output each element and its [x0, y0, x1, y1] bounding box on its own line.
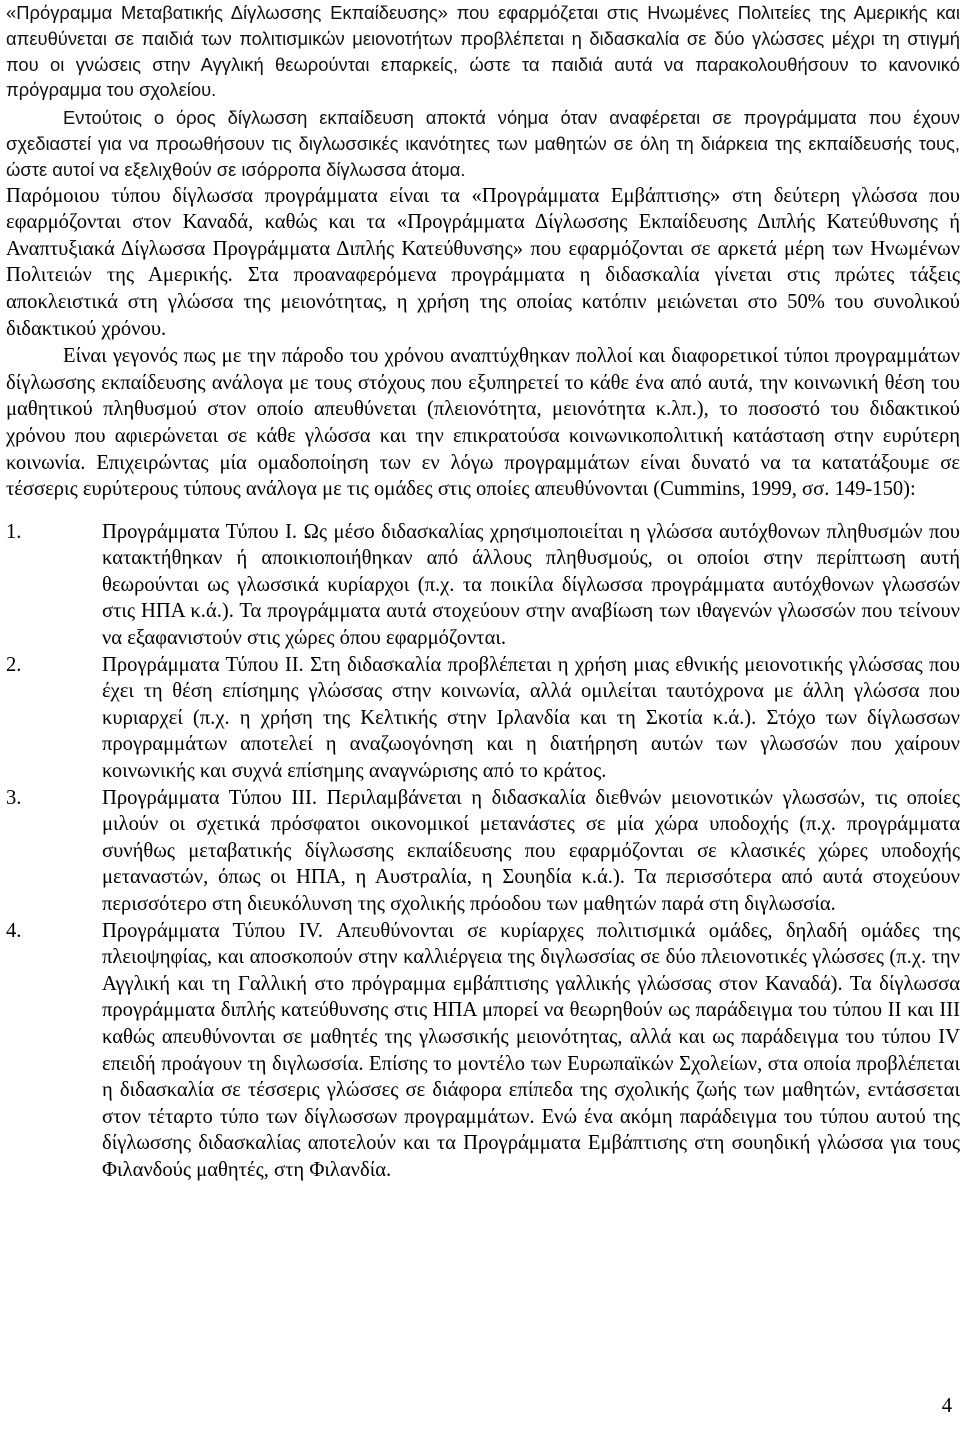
list-item-text: Προγράμματα Τύπου ΙΙΙ. Περιλαμβάνεται η διδασκαλία διεθνών μειονοτικών γλωσσών, τις οποίες μιλούν οι σχετικά πρόσφατοι οικονομικοί μετανάστες σε μία χώρα υποδοχής (π.χ. προγράμματα συνήθως μεταβατικής δίγλωσσης εκπαίδευσης που εφαρμόζονται σε κλασικές χώρες υποδοχής μεταναστών, όπως οι ΗΠΑ, η Αυστραλία, η Σουηδία κ.ά.). Τα περισσότερα από αυτά στοχεύουν περισσότερο στη διευκόλυνση της σχολικής πρόοδου των μαθητών παρά στη διγλωσσία.	[102, 786, 960, 916]
program-types-list	[6, 519, 960, 1184]
list-item-number: 2.	[6, 653, 22, 676]
fourth-paragraph: Είναι γεγονός πως με την πάροδο του χρόνου αναπτύχθηκαν πολλοί και διαφορετικοί τύποι προγραμμάτων δίγλωσσης εκπαίδευσης ανάλογα με τους στόχους που εξυπηρετεί το κάθε ένα από αυτά, την κοινωνική θέση του μαθητικού πληθυσμού στον οποίο απευθύνεται (πλειονότητα, μειονότητα κ.λπ.), το ποσοστό του διδακτικού χρόνου που αφιερώνεται σε κάθε γλώσσα και την επικρατούσα κοινωνικοπολιτική κατάσταση στην ευρύτερη κοινωνία. Επιχειρώντας μία ομαδοποίηση των εν λόγω προγραμμάτων είναι δυνατό να τα κατατάξουμε σε τέσσερις ευρύτερους τύπους ανάλογα με τις ομάδες στις οποίες απευθύνονται (Cummins, 1999, σσ. 149-150):	[6, 345, 960, 501]
list-item-text: Προγράμματα Τύπου Ι. Ως μέσο διδασκαλίας χρησιμοποιείται η γλώσσα αυτόχθονων πληθυσμών που κατακτήθηκαν ή αποικιοποιήθηκαν από άλλους πληθυσμούς, οι οποίοι στην περίπτωση αυτή θεωρούνται ως γλωσσικά κυρίαρχοι (π.χ. τα ποικίλα δίγλωσσα προγράμματα αυτόχθονων γλωσσών στις ΗΠΑ κ.ά.). Τα προγράμματα αυτά στοχεύουν στην αναβίωση των ιθαγενών γλωσσών που τείνουν να εξαφανιστούν στις χώρες όπου εφαρμόζονται.	[102, 520, 960, 650]
list-item-number: 4.	[6, 919, 22, 942]
page-number: 4	[941, 1395, 952, 1417]
list-item	[6, 918, 960, 1184]
list-item	[6, 652, 960, 785]
list-item-number: 1.	[6, 520, 22, 543]
list-item	[6, 519, 960, 652]
intro-paragraph: «Πρόγραμμα Μεταβατικής Δίγλωσσης Εκπαίδευσης» που εφαρμόζεται στις Ηνωμένες Πολιτείες της Αμερικής και απευθύνεται σε παιδιά των πολιτισμικών μειονοτήτων προβλέπεται η διδασκαλία σε δύο γλώσσες μέχρι τη στιγμή που οι γνώσεις στην Αγγλική θεωρούνται επαρκείς, ώστε τα παιδιά αυτά να παρακολουθήσουν το κανονικό πρόγραμμα του σχολείου.	[6, 2, 960, 101]
list-item-text: Προγράμματα Τύπου ΙΙ. Στη διδασκαλία προβλέπεται η χρήση μιας εθνικής μειονοτικής γλώσσας που έχει τη θέση επίσημης γλώσσας στην κοινωνία, αλλά ομιλείται ταυτόχρονα με άλλη γλώσσα που κυριαρχεί (π.χ. η χρήση της Κελτικής στην Ιρλανδία και τη Σκοτία κ.ά.). Στόχο των δίγλωσσων προγραμμάτων αποτελεί η αναζωογόνηση και η διατήρηση αυτών των γλωσσών που χαίρουν κοινωνικής και συχνά επίσημης αναγνώρισης από το κράτος.	[102, 653, 960, 783]
list-item	[6, 785, 960, 918]
third-paragraph: Παρόμοιου τύπου δίγλωσσα προγράμματα είναι τα «Προγράμματα Εμβάπτισης» στη δεύτερη γλώσσα που εφαρμόζονται στον Καναδά, καθώς και τα «Προγράμματα Δίγλωσσης Εκπαίδευσης Διπλής Κατεύθυνσης ή Αναπτυξιακά Δίγλωσσα Προγράμματα Διπλής Κατεύθυνσης» που εφαρμόζονται σε αρκετά μέρη των Ηνωμένων Πολιτειών της Αμερικής. Στα προαναφερόμενα προγράμματα η διδασκαλία γίνεται στις πρώτες τάξεις αποκλειστικά στη γλώσσα της μειονότητας, η χρήση της οποίας κατόπιν μειώνεται στο 50% του συνολικού διδακτικού χρόνου.	[6, 184, 960, 340]
document-page	[6, 0, 960, 1184]
second-paragraph: Εντούτοις ο όρος δίγλωσση εκπαίδευση αποκτά νόημα όταν αναφέρεται σε προγράμματα που έχουν σχεδιαστεί για να προωθήσουν τις διγλωσσικές ικανότητες των μαθητών σε όλη τη διάρκεια της εκπαίδευσής τους, ώστε αυτοί να εξελιχθούν σε ισόρροπα δίγλωσσα άτομα.	[6, 107, 960, 180]
list-item-number: 3.	[6, 786, 22, 809]
list-item-text: Προγράμματα Τύπου ΙV. Απευθύνονται σε κυρίαρχες πολιτισμικά ομάδες, δηλαδή ομάδες της πλειοψηφίας, και αποσκοπούν στην καλλιέργεια της διγλωσσίας σε δύο πλειονοτικές γλώσσες (π.χ. την Αγγλική και τη Γαλλική στο πρόγραμμα εμβάπτισης γαλλικής γλώσσας στον Καναδά). Τα δίγλωσσα προγράμματα διπλής κατεύθυνσης στις ΗΠΑ μπορεί να θεωρηθούν ως παράδειγμα του τύπου ΙΙ και ΙΙΙ καθώς απευθύνονται σε μαθητές της γλωσσικής μειονότητας, αλλά και ως παράδειγμα του τύπου IV επειδή προάγουν τη διγλωσσία. Επίσης το μοντέλο των Ευρωπαϊκών Σχολείων, στα οποία προβλέπεται η διδασκαλία σε τέσσερις γλώσσες σε διάφορα επίπεδα της σχολικής ζωής των μαθητών, εντάσσεται στον τέταρτο τύπο των δίγλωσσων προγραμμάτων. Ενώ ένα ακόμη παράδειγμα του τύπου αυτού της δίγλωσσης διδασκαλίας αποτελούν και τα Προγράμματα Εμβάπτισης στη σουηδική γλώσσα για τους Φιλανδούς μαθητές, στη Φιλανδία.	[102, 919, 960, 1181]
